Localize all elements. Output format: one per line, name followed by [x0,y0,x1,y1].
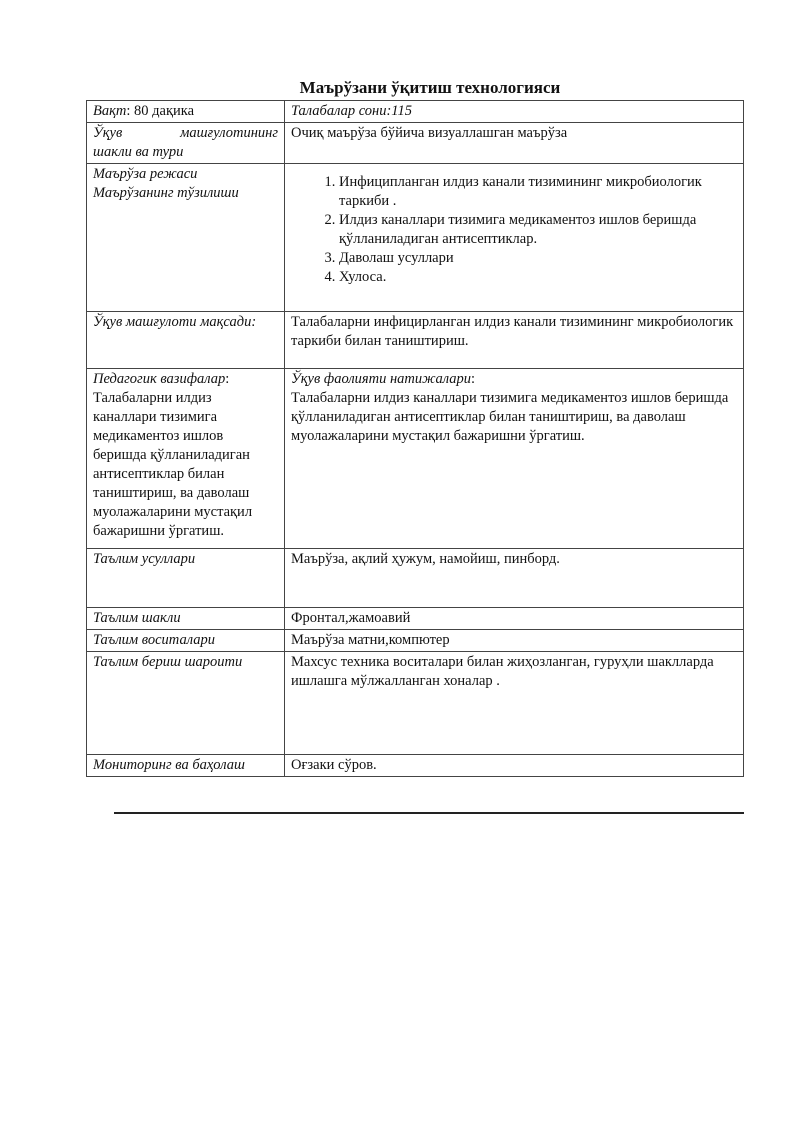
form-label [87,123,285,164]
plan-label-line2: Маърўзанинг тўзилиши [93,185,239,201]
students-count: Талабалар сони:115 [285,101,744,123]
form-label-line1: Ўқув машғулотининг [93,125,278,141]
time-label-text: Вақт [93,103,127,119]
tools-value: Маърўза матни,компютер [285,630,744,652]
tasks-label-colon: : [225,371,230,387]
table-row-shape [87,608,744,630]
plan-label-line1: Маърўза режаси [93,166,198,182]
table-row-methods [87,549,744,608]
time-label [87,101,285,123]
results-label: Ўқув фаолияти натижалари [291,371,471,387]
table-row-conditions [87,652,744,755]
table-row-monitoring [87,755,744,777]
lesson-plan-table [86,100,744,777]
form-label-line2: шакли ва тури [93,144,184,160]
tasks-label: Педагогик вазифалар [93,371,226,387]
plan-item: 4. Хулоса. [339,268,737,287]
table-row-tools [87,630,744,652]
time-label-value: : 80 дақика [126,103,195,119]
conditions-value: Махсус техника воситалари билан жиҳозланган, гуруҳли шаклларда ишлашга мўлжалланган хоналар . [285,652,744,755]
monitoring-label: Мониторинг ва баҳолаш [87,755,285,777]
conditions-label: Таълим бериш шароити [87,652,285,755]
plan-list [291,173,737,287]
goal-label: Ўқув машғулоти мақсади: [87,312,285,369]
table-row-time [87,101,744,123]
shape-label: Таълим шакли [87,608,285,630]
goal-value: Талабаларни инфицирланган илдиз канали тизимининг микробиологик таркиби билан таништириш. [285,312,744,369]
plan-item: 2. Илдиз каналлари тизимига медикаментоз ишлов беришда қўлланиладиган антисептиклар. [339,211,737,249]
plan-value [285,164,744,312]
plan-label [87,164,285,312]
results-cell [285,369,744,549]
table-row-form [87,123,744,164]
results-text: Талабаларни илдиз каналлари тизимига медикаментоз ишлов беришда қўлланиладиган антисептиклар билан таништириш, ва даволаш муолажаларини мустақил бажаришни ўргатиш. [291,390,729,444]
form-value: Очиқ маърўза бўйича визуаллашган маърўза [285,123,744,164]
plan-item: 1. Инфиципланган илдиз канали тизимининг микробиологик таркиби . [339,173,737,211]
plan-item: 3. Даволаш усуллари [339,249,737,268]
horizontal-rule [114,812,744,814]
monitoring-value: Оғзаки сўров. [285,755,744,777]
table-row-goal [87,312,744,369]
table-row-plan [87,164,744,312]
results-label-colon: : [470,371,475,387]
tasks-cell [87,369,285,549]
table-row-tasks [87,369,744,549]
tasks-text: Талабаларни илдиз каналлари тизимига медикаментоз ишлов беришда қўлланиладиган антисептиклар билан таништириш, ва даволаш муолажаларини мустақил бажаришни ўргатиш. [93,390,253,539]
tools-label: Таълим воситалари [87,630,285,652]
methods-label: Таълим усуллари [87,549,285,608]
shape-value: Фронтал,жамоавий [285,608,744,630]
methods-value: Маърўза, ақлий ҳужум, намойиш, пинборд. [285,549,744,608]
document-title: Маърўзани ўқитиш технологияси [299,78,561,97]
